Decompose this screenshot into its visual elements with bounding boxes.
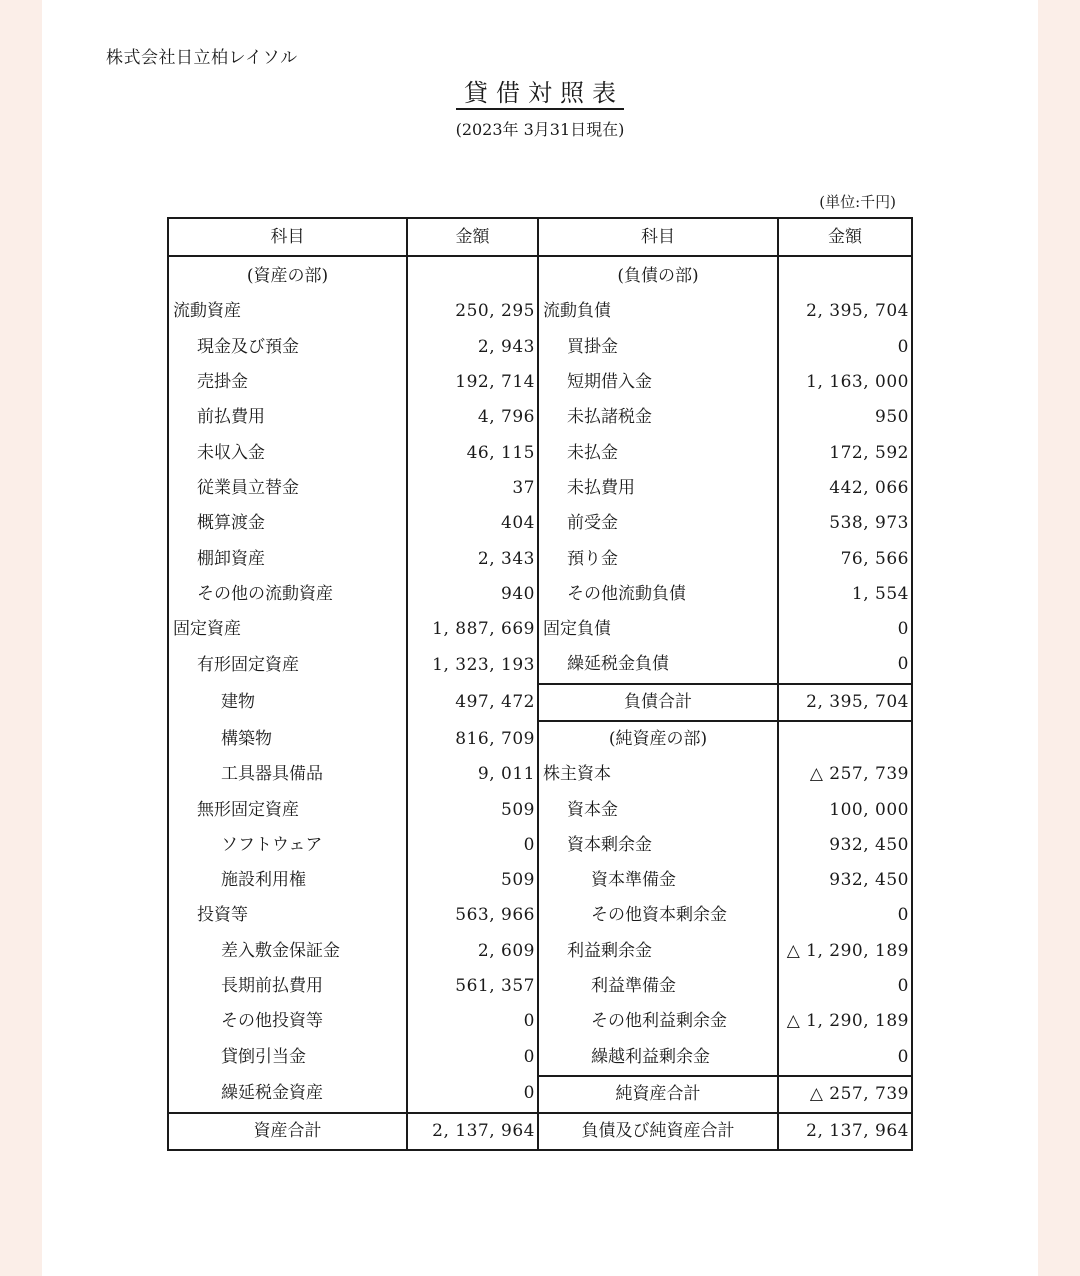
item-label: 工具器具備品 (168, 757, 407, 792)
amount-cell: 940 (407, 577, 538, 612)
header-subject-left: 科目 (168, 218, 407, 256)
table-row (168, 792, 912, 827)
item-label: 株主資本 (538, 757, 778, 792)
header-subject-right: 科目 (538, 218, 778, 256)
item-label: その他流動負債 (538, 577, 778, 612)
amount-cell: 46, 115 (407, 435, 538, 470)
item-label: 長期前払費用 (168, 969, 407, 1004)
table-row (168, 969, 912, 1004)
amount-cell: 0 (778, 969, 912, 1004)
table-row (168, 863, 912, 898)
amount-cell (778, 256, 912, 294)
item-label: 施設利用権 (168, 863, 407, 898)
amount-cell: 563, 966 (407, 898, 538, 933)
liab-net-total-label: 負債及び純資産合計 (538, 1113, 778, 1150)
amount-cell: 250, 295 (407, 294, 538, 329)
net-assets-total-amount: △ 257, 739 (778, 1076, 912, 1113)
item-label: 建物 (168, 684, 407, 721)
item-label: 未払諸税金 (538, 400, 778, 435)
item-label: 前受金 (538, 506, 778, 541)
amount-cell (778, 721, 912, 757)
item-label: 短期借入金 (538, 365, 778, 400)
item-label: 預り金 (538, 541, 778, 576)
table-row (168, 471, 912, 506)
amount-cell: △ 1, 290, 189 (778, 1004, 912, 1039)
item-label: 未収入金 (168, 435, 407, 470)
item-label: 棚卸資産 (168, 541, 407, 576)
table-row (168, 898, 912, 933)
amount-cell: 192, 714 (407, 365, 538, 400)
item-label: その他の流動資産 (168, 577, 407, 612)
table-row (168, 435, 912, 470)
item-label: 利益準備金 (538, 969, 778, 1004)
amount-cell: 1, 887, 669 (407, 612, 538, 647)
item-label: 売掛金 (168, 365, 407, 400)
table-row (168, 400, 912, 435)
table-row (168, 1004, 912, 1039)
table-row (168, 934, 912, 969)
item-label: 流動負債 (538, 294, 778, 329)
item-label: ソフトウェア (168, 828, 407, 863)
amount-cell: 0 (778, 612, 912, 647)
table-row (168, 506, 912, 541)
amount-cell: 950 (778, 400, 912, 435)
item-label: その他資本剰余金 (538, 898, 778, 933)
document-page (42, 0, 1038, 1276)
amount-cell: 0 (778, 330, 912, 365)
amount-cell: 2, 395, 704 (778, 294, 912, 329)
item-label: 貸倒引当金 (168, 1040, 407, 1076)
table-row (168, 612, 912, 647)
amount-cell: 816, 709 (407, 721, 538, 757)
amount-cell: 509 (407, 792, 538, 827)
section-label-liabilities: (負債の部) (538, 256, 778, 294)
liabilities-total-label: 負債合計 (538, 684, 778, 721)
unit-note: (単位:千円) (819, 193, 896, 211)
item-label: 未払費用 (538, 471, 778, 506)
table-row (168, 1040, 912, 1076)
section-label-assets: (資産の部) (168, 256, 407, 294)
item-label: その他利益剰余金 (538, 1004, 778, 1039)
amount-cell: 2, 609 (407, 934, 538, 969)
table-row (168, 541, 912, 576)
amount-cell: 0 (407, 1004, 538, 1039)
assets-total-amount: 2, 137, 964 (407, 1113, 538, 1150)
amount-cell: 497, 472 (407, 684, 538, 721)
amount-cell: 9, 011 (407, 757, 538, 792)
amount-cell: 932, 450 (778, 828, 912, 863)
table-row (168, 828, 912, 863)
amount-cell: 932, 450 (778, 863, 912, 898)
item-label: 前払費用 (168, 400, 407, 435)
amount-cell: 538, 973 (778, 506, 912, 541)
table-row (168, 684, 912, 721)
item-label: 流動資産 (168, 294, 407, 329)
item-label: 未払金 (538, 435, 778, 470)
liabilities-total-amount: 2, 395, 704 (778, 684, 912, 721)
amount-cell: △ 257, 739 (778, 757, 912, 792)
item-label: 概算渡金 (168, 506, 407, 541)
item-label: 資本金 (538, 792, 778, 827)
net-assets-total-label: 純資産合計 (538, 1076, 778, 1113)
amount-cell: 442, 066 (778, 471, 912, 506)
grand-total-row (168, 1113, 912, 1150)
amount-cell (407, 256, 538, 294)
amount-cell: 2, 943 (407, 330, 538, 365)
amount-cell: 0 (778, 1040, 912, 1076)
amount-cell: △ 1, 290, 189 (778, 934, 912, 969)
section-label-net-assets: (純資産の部) (538, 721, 778, 757)
amount-cell: 0 (778, 647, 912, 683)
item-label: 無形固定資産 (168, 792, 407, 827)
item-label: 繰越利益剰余金 (538, 1040, 778, 1076)
item-label: 従業員立替金 (168, 471, 407, 506)
amount-cell: 404 (407, 506, 538, 541)
title-text: 貸借対照表 (456, 79, 624, 110)
amount-cell: 1, 163, 000 (778, 365, 912, 400)
item-label: 固定負債 (538, 612, 778, 647)
amount-cell: 509 (407, 863, 538, 898)
amount-cell: 172, 592 (778, 435, 912, 470)
item-label: 現金及び預金 (168, 330, 407, 365)
table-row (168, 1076, 912, 1113)
amount-cell: 0 (407, 1076, 538, 1113)
as-of-date: (2023年 3月31日現在) (455, 120, 625, 139)
amount-cell: 4, 796 (407, 400, 538, 435)
table-row (168, 647, 912, 683)
assets-total-label: 資産合計 (168, 1113, 407, 1150)
item-label: 差入敷金保証金 (168, 934, 407, 969)
item-label: 繰延税金資産 (168, 1076, 407, 1113)
table-row (168, 330, 912, 365)
item-label: 繰延税金負債 (538, 647, 778, 683)
amount-cell: 37 (407, 471, 538, 506)
amount-cell: 2, 343 (407, 541, 538, 576)
table-row (168, 721, 912, 757)
amount-cell: 1, 323, 193 (407, 647, 538, 683)
item-label: 投資等 (168, 898, 407, 933)
item-label: 利益剰余金 (538, 934, 778, 969)
document-title (42, 73, 1038, 108)
table-row (168, 757, 912, 792)
item-label: その他投資等 (168, 1004, 407, 1039)
item-label: 固定資産 (168, 612, 407, 647)
item-label: 資本準備金 (538, 863, 778, 898)
amount-cell: 76, 566 (778, 541, 912, 576)
table-row (168, 256, 912, 294)
amount-cell: 0 (778, 898, 912, 933)
amount-cell: 0 (407, 828, 538, 863)
item-label: 構築物 (168, 721, 407, 757)
item-label: 有形固定資産 (168, 647, 407, 683)
table-row (168, 365, 912, 400)
company-name: 株式会社日立柏レイソル (106, 48, 298, 68)
table-row (168, 577, 912, 612)
item-label: 資本剰余金 (538, 828, 778, 863)
amount-cell: 1, 554 (778, 577, 912, 612)
header-amount-right: 金額 (778, 218, 912, 256)
amount-cell: 0 (407, 1040, 538, 1076)
header-amount-left: 金額 (407, 218, 538, 256)
item-label: 買掛金 (538, 330, 778, 365)
amount-cell: 561, 357 (407, 969, 538, 1004)
amount-cell: 100, 000 (778, 792, 912, 827)
table-row (168, 294, 912, 329)
table-header-row (168, 218, 912, 256)
balance-sheet-table (167, 217, 913, 1151)
liab-net-total-amount: 2, 137, 964 (778, 1113, 912, 1150)
